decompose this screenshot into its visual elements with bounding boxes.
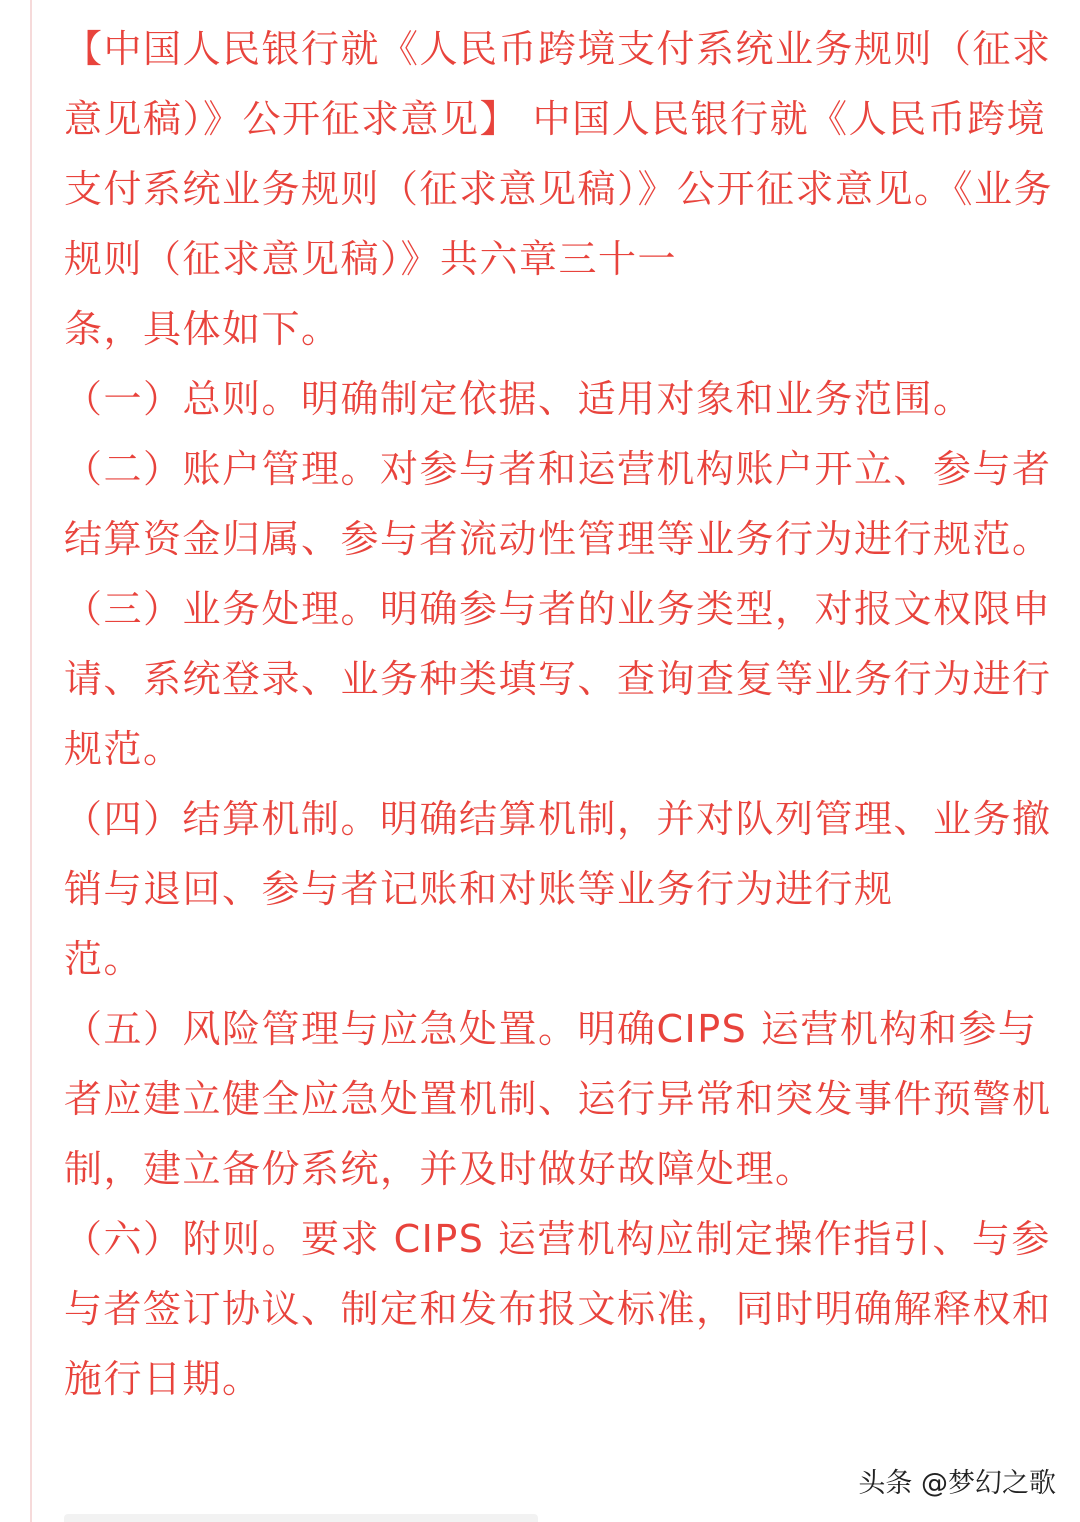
- paragraph-section-2: （二）账户管理。对参与者和运营机构账户开立、参与者结算资金归属、参与者流动性管理等业务行为进行规范。: [64, 447, 1052, 561]
- toutiao-watermark: 头条 @梦幻之歌: [858, 1468, 1056, 1499]
- article-body: [64, 14, 1054, 1414]
- paragraph-intro: 【中国人民银行就《人民币跨境支付系统业务规则（征求意见稿）》公开征求意见】 中国人民银行就《人民币跨境支付系统业务规则（征求意见稿）》公开征求意见。《业务规则（征求意见稿）》共六章三十一 条，具体如下。: [64, 27, 1054, 351]
- paragraph-section-4: （四）结算机制。明确结算机制，并对队列管理、业务撤销与退回、参与者记账和对账等业务行为进行规 范。: [64, 797, 1052, 981]
- paragraph-section-6: （六）附则。要求 CIPS 运营机构应制定操作指引、与参与者签订协议、制定和发布报文标准，同时明确解释权和施行日期。: [64, 1217, 1052, 1401]
- paragraph-section-1: （一）总则。明确制定依据、适用对象和业务范围。: [64, 377, 973, 421]
- paragraph-section-3: （三）业务处理。明确参与者的业务类型，对报文权限申请、系统登录、业务种类填写、查询查复等业务行为进行规范。: [64, 587, 1052, 771]
- left-margin-rule: [30, 0, 32, 1522]
- bottom-edge-bar: [64, 1514, 538, 1522]
- paragraph-section-5: （五）风险管理与应急处置。明确CIPS 运营机构和参与者应建立健全应急处置机制、运行异常和突发事件预警机制，建立备份系统，并及时做好故障处理。: [64, 1007, 1052, 1191]
